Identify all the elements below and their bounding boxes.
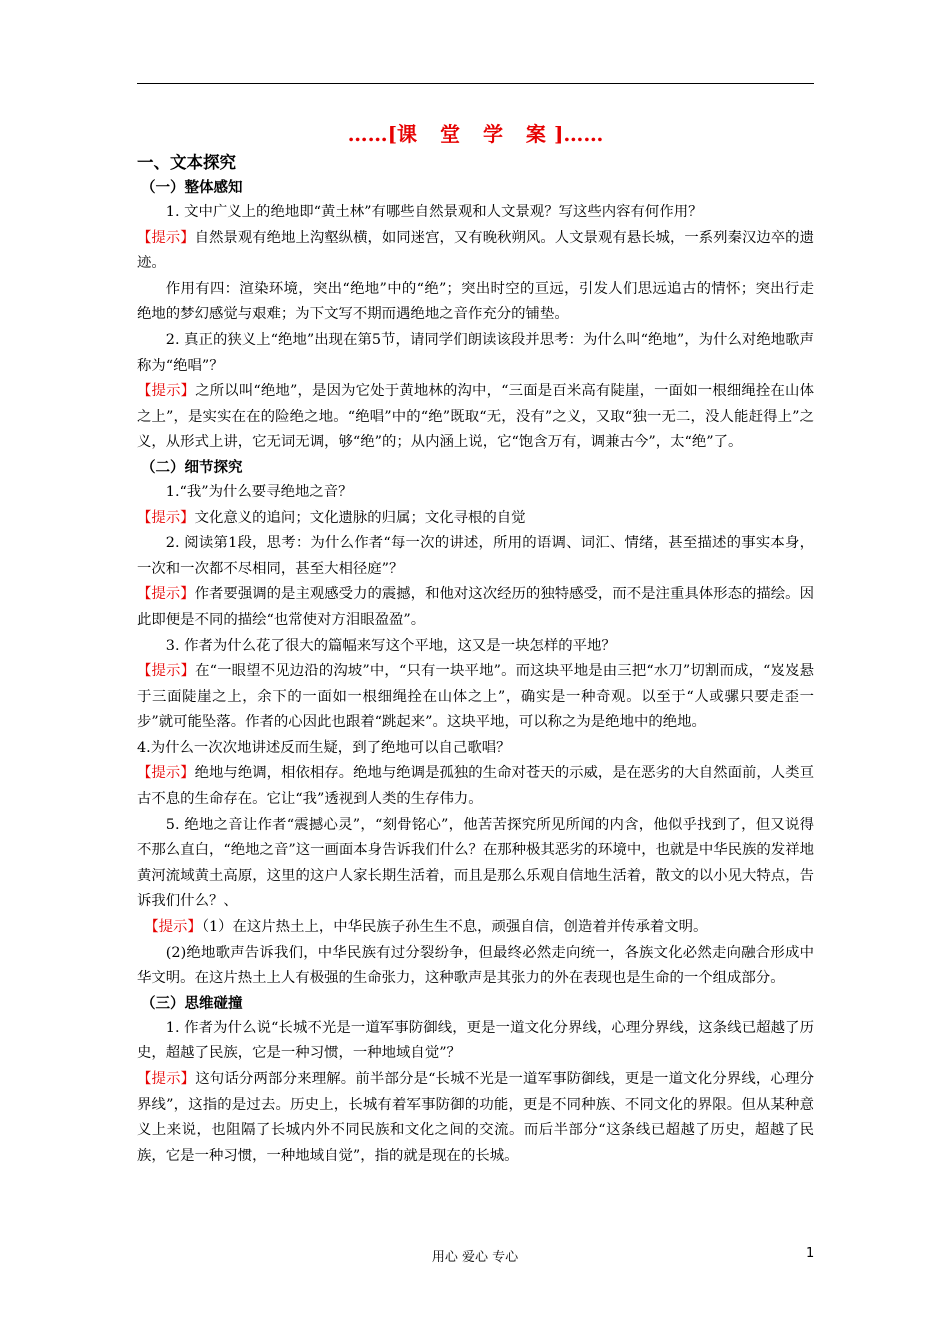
hint-label: 【提示】	[137, 509, 195, 526]
question: 4.为什么一次次地讲述反而生疑，到了绝地可以自己歌唱？	[137, 739, 511, 756]
answer-text: 文化意义的追问；文化遗脉的归属；文化寻根的自觉	[194, 509, 526, 526]
hint-label: 【提示】	[137, 586, 195, 603]
answer-continued: 作用有四：渲染环境，突出“绝地”中的“绝”；突出时空的亘远，引发人们思远追古的情怀；突出行走绝地的梦幻感觉与艰难；为下文写不期而遇绝地之音作充分的铺垫。	[137, 280, 814, 323]
answer	[137, 659, 814, 736]
answer	[137, 761, 814, 812]
answer-text: 之所以叫“绝地”，是因为它处于黄地林的沟中，“三面是百米高有陡崖，一面如一根细绳拴在山体之上”，是实实在在的险绝之地。“绝唱”中的“绝”既取“无，没有”之义，又取“独一无二，没人能赶得上”之义，从形式上讲，它无词无调，够“绝”的；从内涵上说，它“饱含万有，调兼古今”，太“绝”了。	[137, 383, 814, 451]
question: 2. 阅读第1段，思考：为什么作者“每一次的讲述，所用的语调、词汇、情绪，甚至描述的事实本身，一次和一次都不尽相同，甚至大相径庭”？	[137, 535, 814, 577]
question: 1. 文中广义上的绝地即“黄土林”有哪些自然景观和人文景观？写这些内容有何作用？	[165, 204, 703, 220]
answer	[137, 915, 814, 941]
hint-label: 【提示】	[137, 765, 195, 782]
answer-text: 绝地与绝调，相依相存。绝地与绝调是孤独的生命对苍天的示威，是在恶劣的大自然面前，人类亘古不息的生命存在。它让“我”透视到人类的生存伟力。	[137, 765, 814, 808]
subsection-heading-3: （三）思维碰撞	[141, 995, 243, 1012]
subsection-heading-1: （一）整体感知	[141, 180, 243, 196]
answer	[137, 582, 814, 633]
answer-text: 自然景观有绝地上沟壑纵横，如同迷宫，又有晚秋朔风。人文景观有悬长城，一系列秦汉边卒的遗迹。	[137, 229, 814, 272]
question: 1. 作者为什么说“长城不光是一道军事防御线，更是一道文化分界线，心理分界线，这条线已超越了历史，超越了民族，它是一种习惯，一种地域自觉”？	[137, 1019, 814, 1062]
answer-text: 在“一眼望不见边沿的沟坡”中，“只有一块平地”。而这块平地是由三把“水刀”切割而成，“岌岌悬于三面陡崖之上，余下的一面如一根细绳拴在山体之上”，确实是一种奇观。以至于“人或骡只要走歪一步”就可能坠落。作者的心因此也跟着“跳起来”。这块平地，可以称之为是绝地中的绝地。	[137, 663, 814, 731]
answer	[137, 506, 814, 532]
title-left: ……[	[347, 122, 398, 146]
hint-label: 【提示】	[137, 229, 195, 246]
answer-text: 作者要强调的是主观感受力的震撼，和他对这次经历的独特感受，而不是注重具体形态的描绘。因此即便是不同的描绘“也常使对方泪眼盈盈”。	[137, 586, 814, 628]
page-number: 1	[806, 1246, 815, 1261]
answer-text: 这句话分两部分来理解。前半部分是“长城不光是一道军事防御线，更是一道文化分界线，心理分界线”，这指的是过去。历史上，长城有着军事防御的功能，更是不同种族、不同文化的界限。但从某种意义上来说，也阻隔了长城内外不同民族和文化之间的交流。而后半部分“这条线已超越了历史，超越了民族，它是一种习惯，一种地域自觉”，指的就是现在的长城。	[137, 1071, 814, 1164]
answer	[137, 226, 814, 277]
hint-label: 【提示】	[144, 919, 202, 936]
question: 2. 真正的狭义上“绝地”出现在第5节，请同学们朗读该段并思考：为什么叫“绝地”，为什么对绝地歌声称为“绝唱”？	[137, 331, 814, 374]
question: 5. 绝地之音让作者“震撼心灵”，“刻骨铭心”，他苦苦探究所见所闻的内含，他似乎找到了，但又说得不那么直白，“绝地之音”这一画面本身告诉我们什么？在那种极其恶劣的环境中，也就是中华民族的发祥地黄河流域黄土高原，这里的这户人家长期生活着，而且是那么乐观自信地生活着，散文的以小见大特点，告诉我们什么？、	[137, 816, 814, 910]
header-rule	[137, 83, 814, 84]
document-body	[137, 118, 814, 1169]
hint-label: 【提示】	[137, 1071, 196, 1087]
hint-label: 【提示】	[137, 383, 196, 400]
subsection-heading-2: （二）细节探究	[141, 459, 243, 476]
hint-label: 【提示】	[137, 663, 196, 680]
section-heading: 一、文本探究	[137, 153, 236, 172]
page-footer: 用心 爱心 专心	[431, 1250, 519, 1265]
page-title	[137, 118, 814, 150]
answer	[137, 1067, 814, 1169]
answer-continued: (2)绝地歌声告诉我们，中华民族有过分裂纷争，但最终必然走向统一，各族文化必然走向融合形成中华文明。在这片热土上人有极强的生命张力，这种歌声是其张力的外在表现也是生命的一个组成部分。	[137, 944, 814, 987]
title-middle: 课 堂 学 案	[397, 122, 554, 146]
answer	[137, 379, 814, 456]
question: 3. 作者为什么花了很大的篇幅来写这个平地，这又是一块怎样的平地？	[165, 637, 616, 654]
answer-text: （1）在这片热土上，中华民族子孙生生不息，顽强自信，创造着并传承着文明。	[201, 919, 708, 936]
title-right: ]……	[553, 122, 604, 146]
question: 1.“我”为什么要寻绝地之音？	[165, 483, 353, 500]
